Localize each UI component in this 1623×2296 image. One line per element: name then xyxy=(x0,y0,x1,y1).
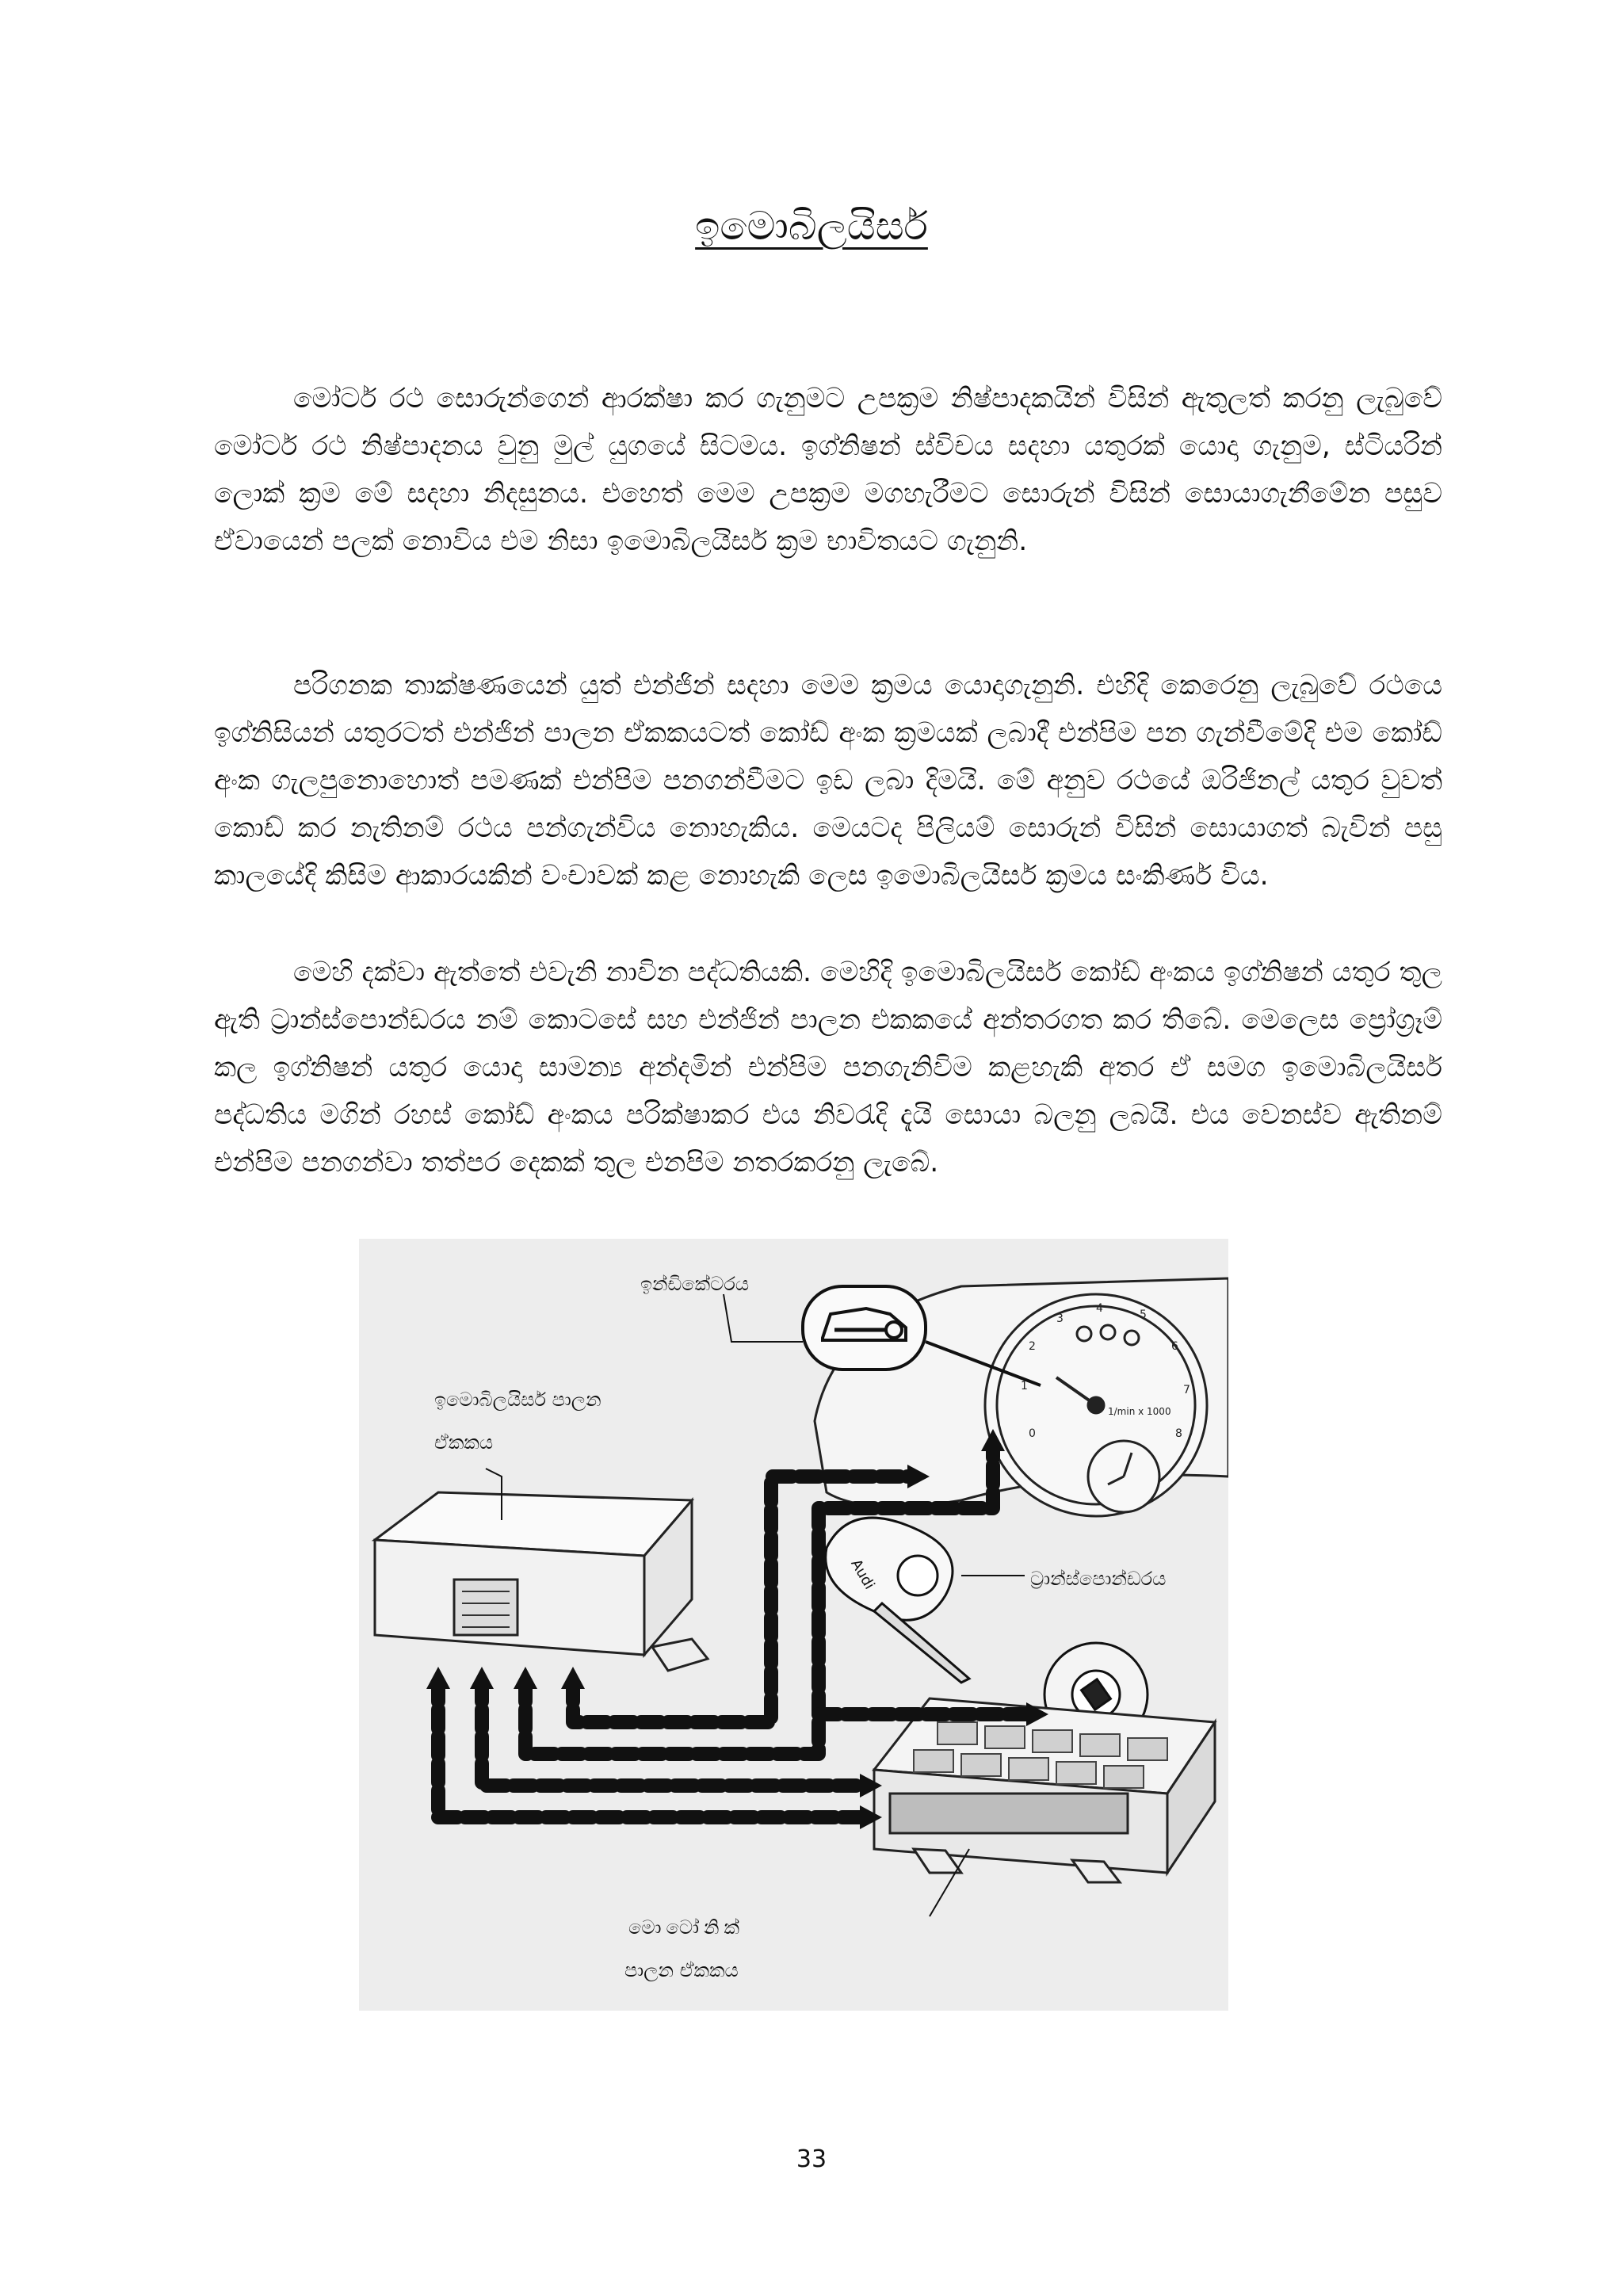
immobiliser-control-label-line1: ඉමොබිලයිසර් පාලන xyxy=(434,1389,601,1411)
paragraph-1: මෝටර් රථ සොරුන්ගෙන් ආරක්ෂා කර ගැනුමට උපක්‍රම නිෂ්පාදකයින් විසින් ඇතුලත් කරනු ලැබුවේ මෝටර් රථ නිෂ්පාදනය වුනු මුල් යුගයේ සිටමය. ඉග්නිෂන් ස්විචය සදහා යතුරක් යොදා ගැනුම, ස්ටියරින් ලොක් ක්‍රම මේ සදහා නිදසුනය. එහෙත් මෙම උපක්‍රම මගහැරීමට සොරුන් විසින් සොයාගැනීමේන පසුව ඒවායෙන් පලක් නොවිය එම නිසා ඉමොබිලයිසර් ක්‍රම භාවිතයට ගැනුනි. xyxy=(214,382,1442,557)
paragraph-2: පරිගනක තාක්ෂණයෙන් යුත් එන්ජින් සදහා මෙම ක්‍රමය යොදාගැනුනි. එහිදි කෙරෙනු ලැබුවේ රථයෙ ඉග්නිසියන් යතුරටත් එන්ජින් පාලන ඒකකයටත් කෝඩ් අංක ක්‍රමයක් ලබාදී එන්පිම පන ගැන්වීමේදි එම කෝඩ් අංක ගැලපුනොහොත් පමණක් එන්පිම පනගන්වීමට ඉඩ ලබා දිමයි. මේ අනුව රථයේ ඔරිජිනල් යතුර වුවත් කොඩ් කර නැතිනම් රථය පන්ගැන්විය නොහැකිය. මෙයටද පිලියම් සොරුන් විසින් සොයාගත් බැවින් පසු කාලයේදි කිසිම ආකාරයකින් වංචාවක් කළ නොහැකි ලෙස ඉමොබිලයිසර් ක්‍රමය සංකිර්ණ විය. xyxy=(214,669,1442,892)
svg-text:2: 2 xyxy=(1029,1340,1036,1353)
indicator-leader-line xyxy=(724,1294,803,1342)
page-title xyxy=(0,198,1623,254)
svg-text:3: 3 xyxy=(1056,1312,1064,1325)
page-title-text: ඉමොබිලයිසර් xyxy=(695,203,928,249)
transponder-label: ට්‍රාන්ස්පොන්ඩරය xyxy=(1030,1568,1167,1590)
immobiliser-system-diagram xyxy=(359,1239,1228,2011)
key-brand-logo: Audi xyxy=(847,1556,878,1593)
svg-text:7: 7 xyxy=(1183,1384,1190,1396)
svg-text:1: 1 xyxy=(1021,1380,1028,1392)
immobiliser-control-label-line2: ඒකකය xyxy=(434,1431,494,1454)
svg-text:6: 6 xyxy=(1171,1340,1178,1353)
engine-control-unit xyxy=(874,1698,1215,1882)
svg-text:4: 4 xyxy=(1096,1302,1103,1315)
immobiliser-control-unit xyxy=(375,1492,708,1671)
svg-text:0: 0 xyxy=(1029,1427,1036,1440)
gauge-readout: 1/min x 1000 xyxy=(1108,1406,1171,1417)
paragraph-3: මෙහි දක්වා ඇත්තේ එවැනි නාවින පද්ධතියකි. මෙහිදි ඉමොබිලයිසර් කෝඩ් අංකය ඉග්නිෂන් යතුර තුල ඇති ට්‍රාන්ස්පොන්ඩරය නම් කොටසේ සහ එන්ජින් පාලන එකකයේ අන්තරගත කර තිබේ. මෙලෙස ප්‍රෝග්‍රෑම් කල ඉග්නිෂන් යතුර යොදා සාමන්‍ය අන්දමින් එන්පිම පනගැනිවිම කළහැකි අතර ඒ සමග ඉමොබිලයිසර් පද්ධතිය මගින් රහස් කෝඩ් අංකය පරික්ෂාකර එය නිවරැදි දැයි සොයා බලනු ලබයි. එය වෙනස්ව ඇතිනම් එන්පිම පනගන්වා තත්පර දෙකක් තුල එනපිම නතරකරනු ලැබේ. xyxy=(214,956,1442,1179)
svg-text:5: 5 xyxy=(1140,1308,1147,1321)
engine-control-label-line2: පාලන ඒකකය xyxy=(624,1959,739,1981)
page-number: 33 xyxy=(796,2145,827,2173)
indicator-label: ඉන්ඩිකේටරය xyxy=(640,1273,750,1295)
diagram-drawing xyxy=(359,1239,1228,2011)
ignition-key-icon xyxy=(826,1518,969,1683)
svg-text:8: 8 xyxy=(1175,1427,1182,1440)
engine-control-label-line1: මොටෝනික් xyxy=(628,1916,744,1939)
